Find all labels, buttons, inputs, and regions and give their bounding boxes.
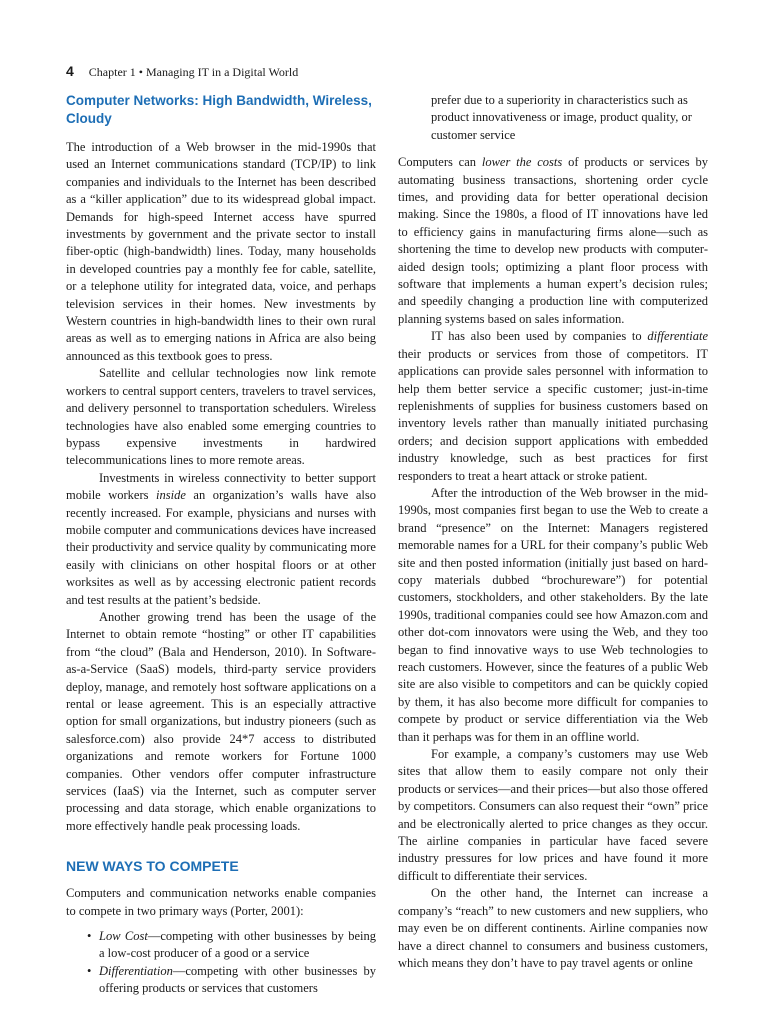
emphasis: inside	[156, 488, 186, 503]
section-heading: NEW WAYS TO COMPETE	[66, 858, 239, 875]
paragraph: The introduction of a Web browser in the mid-1990s that used an Internet communications standard (TCP/IP) to link companies and individuals to the Internet has been described as a “killer application” due to its widespread global impact. Demands for high-speed Internet access have spurred investments by government and the private sector to install fiber-optic (high-bandwidth) lines. Today, many households in developed countries pay a monthly fee for cable, satellite, or a telephone utility for integrated data, voice, and perhaps television services in their homes. New investments by Western countries in high-bandwidth lines to their own rural areas as well as to emerging nations in Africa are also being announced as this textbook goes to press.	[66, 140, 376, 363]
left-column	[66, 92, 376, 998]
bullet-term: Differentiation	[99, 963, 173, 978]
list-item: • Low Cost—competing with other businesses by being a low-cost producer of a good or a service	[87, 929, 376, 961]
paragraph: On the other hand, the Internet can increase a company’s “reach” to new customers and new suppliers, who may even be on different continents. Airline companies now have a direct channel to consumers and business customers, which means they don’t have to pay travel agents or online	[398, 886, 708, 970]
running-head-title: Chapter 1 • Managing IT in a Digital World	[88, 65, 299, 79]
bullet-term: Low Cost	[99, 929, 148, 944]
bullet-continuation: prefer due to a superiority in characteristics such as product innovativeness or image, product quality, or customer service	[431, 93, 692, 142]
paragraph: Computers can lower the costs of products or services by automating business transactions, shortening order cycle times, and providing data for better operational decision making. Since the 1980s, a flood of IT innovations have led to efficiency gains in manufacturing firms alone—such as shortening the time to develop new products with computer-aided design tools; optimizing a plant floor process with software that implements a human expert’s decision rules; and speedily changing a production line with computerized planning systems based on sales information.	[398, 155, 708, 326]
emphasis: lower the costs	[481, 155, 563, 170]
paragraph: After the introduction of the Web browser in the mid-1990s, most companies first began to use the Web to create a brand “presence” on the Internet: Managers registered memorable names for a URL for their company’s public Web site and then posted information (initially just based on hard-copy materials dubbed “brochureware”) for potential customers, stockholders, and other stakeholders. By the late 1990s, traditional companies could see how Amazon.com and other dot-com innovators were using the Web, and they too began to find innovative ways to use Web technologies to reach customers. However, since the features of a public Web site are also visible to competitors and can be quickly copied by them, it has also become more difficult for companies to compete by product or service differentiation via the Web than it perhaps was for them in an offline world.	[398, 485, 708, 744]
paragraph: For example, a company’s customers may use Web sites that allow them to easily compare not only their products or services—and their prices—but also those offered by competitors. Consumers can also request their “own” price and be electronically alerted to price changes as they occur. The airline companies in particular have faced severe industry pressures for low prices and have found it more difficult to differentiate their services.	[398, 747, 708, 883]
bullet-icon: •	[87, 929, 92, 944]
paragraph: Satellite and cellular technologies now link remote workers to central support centers, travelers to travel services, and delivery personnel to transportation schedulers. Wireless technologies have also enabled some emerging countries to bypass expensive investments in hardwired telecommunications lines to more remote areas.	[66, 366, 376, 468]
paragraph: Computers and communication networks enable companies to compete in two primary ways (Porter, 2001):	[66, 886, 376, 918]
right-column	[398, 92, 708, 972]
running-header	[66, 62, 298, 81]
bullet-icon: •	[87, 963, 92, 978]
paragraph: Investments in wireless connectivity to better support mobile workers inside an organization’s walls have also recently increased. For example, physicians and nurses with mobile computer and communications devices have increased their productivity and service quality by communicating more easily with clinicians on other hospital floors or at other worksites as well as by accessing electronic patient records and test results at the patient’s bedside.	[66, 470, 376, 607]
emphasis: differentiate	[647, 329, 708, 344]
list-item: • Differentiation—competing with other businesses by offering products or services that customers	[87, 963, 376, 996]
section-subheading: Computer Networks: High Bandwidth, Wireless, Cloudy	[66, 93, 372, 126]
bullet-list	[66, 928, 376, 998]
paragraph: Another growing trend has been the usage of the Internet to obtain remote “hosting” or other IT capabilities from “the cloud” (Bala and Henderson, 2010). In Software-as-a-Service (SaaS) models, third-party service providers deploy, manage, and remotely host software applications on a rental or lease agreement. This is an especially attractive option for small organizations, but industry pioneers (such as salesforce.com) also provide 24*7 access to distributed organizations and remote workers for Fortune 1000 companies. Other vendors offer computer infrastructure services (IaaS) via the Internet, such as computer server processing and data storage, which enable organizations to more effectively handle peak processing loads.	[66, 609, 376, 833]
paragraph: IT has also been used by companies to differentiate their products or services from those of competitors. IT applications can provide sales personnel with information to help them better service a specific customer; just-in-time replenishments of supplies for business customers based on inventory levels rather than manually initiated purchasing orders; and decision support applications with embedded industry knowledge, such as best practices for first responders to treat a heart attack or stroke patient.	[398, 329, 708, 483]
page-number: 4	[66, 63, 74, 79]
